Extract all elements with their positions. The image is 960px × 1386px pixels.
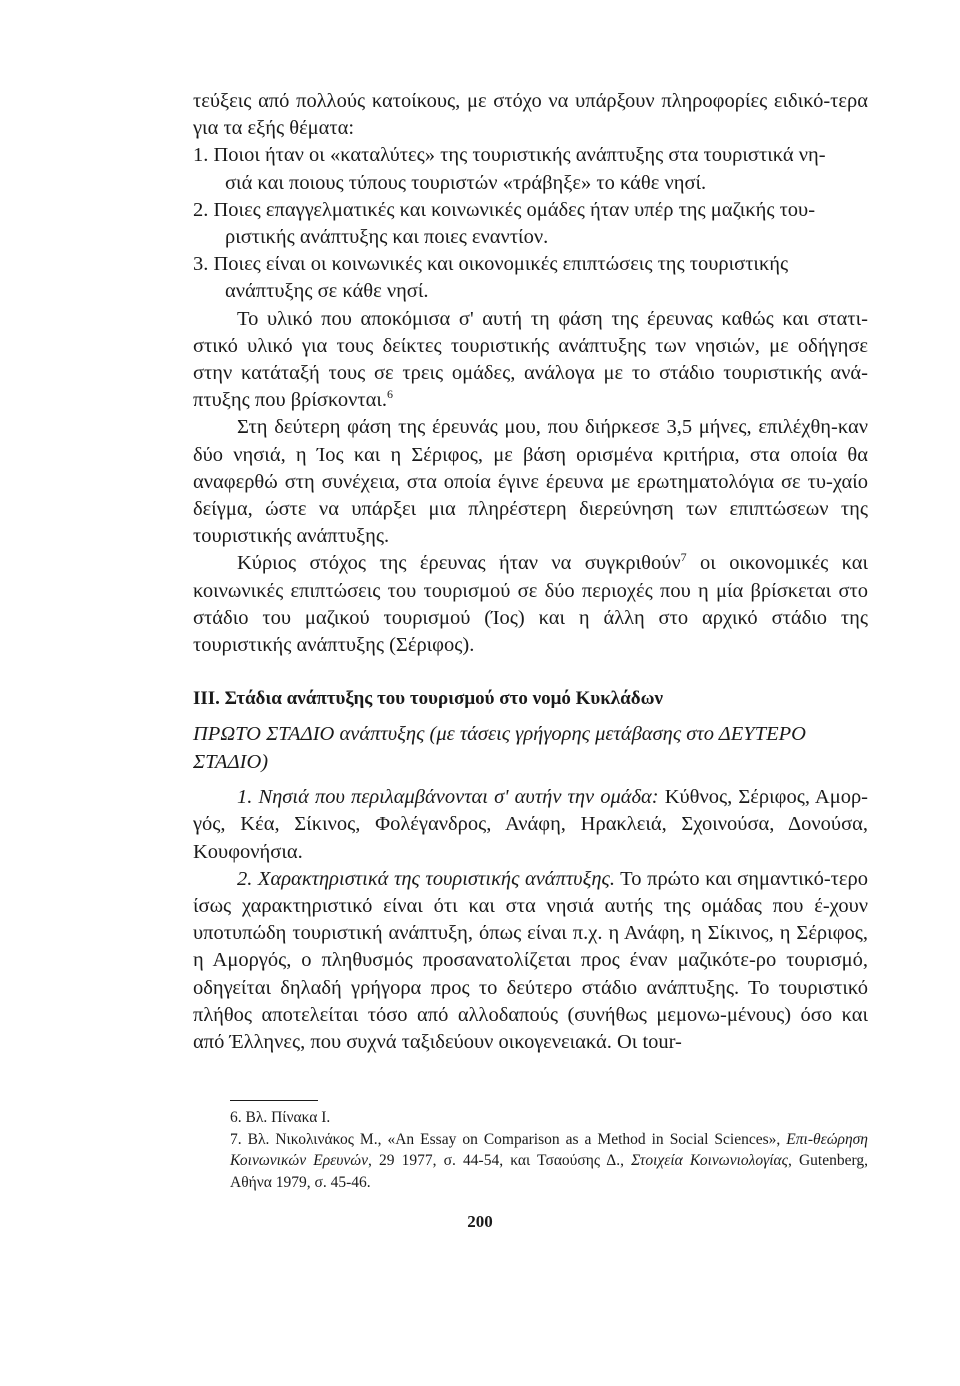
question-3-number: 3. — [193, 253, 209, 276]
stage-title: ΠΡΩΤΟ ΣΤΑΔΙΟ ανάπτυξης (με τάσεις γρήγορης μετάβασης στο ΔΕΥΤΕΡΟ ΣΤΑΔΙΟ) — [193, 723, 806, 774]
question-1-line-2: σιά και ποιους τύπους τουριστών «τράβηξε» το κάθε νησί. — [225, 171, 707, 194]
paragraph-islands — [193, 784, 868, 866]
characteristics-label: 2. Χαρακτηριστικά της τουριστικής ανάπτυξης. — [237, 867, 615, 890]
footnote-ref-6: 6 — [386, 387, 393, 402]
question-1-number: 1. — [193, 144, 209, 167]
footnotes — [230, 1100, 868, 1193]
question-2 — [193, 197, 868, 251]
footnote-7-book: Στοιχεία Κοινωνιολογίας — [631, 1152, 788, 1169]
islands-label: 1. Νησιά που περιλαμβάνονται σ' αυτήν την ομάδα: — [237, 786, 659, 809]
question-2-line-1: Ποιες επαγγελματικές και κοινωνικές ομάδες ήταν υπέρ της μαζικής του- — [213, 198, 816, 221]
footnote-7-part-e: , Gutenberg, Αθήνα 1979, σ. 45-46. — [230, 1152, 868, 1191]
paragraph-second-phase: Στη δεύτερη φάση της έρευνάς μου, που διήρκεσε 3,5 μήνες, επιλέχθη-καν δύο νησιά, η Ίος και η Σέριφος, με βάση ορισμένα κριτήρια, στα οποία θα αναφερθώ στη συνέχεια, στα οποία έγινε έρευνα με ερωτηματολόγια σε τυ-χαίο δείγμα, ώστε να υπάρξει μια πληρέστερη διερεύνηση των επιπτώσεων της τουριστικής ανάπτυξης. — [193, 416, 868, 548]
intro-paragraph: τεύξεις από πολλούς κατοίκους, με στόχο να υπάρξουν πληροφορίες ειδικό-τερα για τα εξής θέματα: — [193, 90, 868, 140]
islands-list: Κύθνος, Σέριφος, Αμορ-γός, Κέα, Σίκινος, Φολέγανδρος, Ανάφη, Ηρακλειά, Σχοινούσα, Δονούσα, Κουφονήσια. — [193, 786, 868, 863]
question-3-line-1: Ποιες είναι οι κοινωνικές και οικονομικές επιπτώσεις της τουριστικής — [213, 253, 789, 276]
paragraph-characteristics — [193, 866, 868, 1056]
footnote-divider — [230, 1100, 318, 1101]
question-1 — [193, 142, 868, 196]
main-text — [193, 88, 868, 1056]
paragraph-material — [193, 306, 868, 415]
page-number: 200 — [467, 1212, 493, 1231]
question-3-line-2: ανάπτυξης σε κάθε νησί. — [225, 280, 429, 303]
question-2-line-2: ριστικής ανάπτυξης και ποιες εναντίον. — [225, 226, 549, 249]
section-heading: ΙΙΙ. Στάδια ανάπτυξης του τουρισμού στο νομό Κυκλάδων — [193, 688, 663, 710]
paragraph-main-goal-start: Κύριος στόχος της έρευνας ήταν να συγκριθούν — [237, 552, 681, 575]
paragraph-material-text: Το υλικό που αποκόμισα σ' αυτή τη φάση της έρευνας καθώς και στατι-στικό υλικό για τους δείκτες τουριστικής ανάπτυξης των νησιών, με οδήγησε στην κατάταξή τους σε τρεις ομάδες, ανάλογα με το στάδιο τουριστικής ανά-πτυξης που βρίσκονται. — [193, 307, 868, 412]
question-3 — [193, 251, 868, 305]
paragraph-main-goal-end: οι οικονομικές και κοινωνικές επιπτώσεις του τουρισμού σε δύο περιοχές που η μία βρίσκεται στο στάδιο του μαζικού τουρισμού (Ίος) και η άλλη στο αρχικό στάδιο της τουριστικής ανάπτυξης (Σέριφος). — [193, 552, 868, 657]
footnote-7-part-a: 7. Βλ. Νικολινάκος Μ., «An Essay on Comparison as a Method in Social Sciences», — [230, 1130, 787, 1148]
footnote-ref-7: 7 — [680, 550, 687, 565]
footnote-7-journal: Επι-θεώρηση Κοινωνικών Ερευνών — [230, 1130, 868, 1169]
question-2-number: 2. — [193, 198, 209, 221]
footnote-6: 6. Βλ. Πίνακα Ι. — [230, 1109, 331, 1126]
footnote-7 — [230, 1129, 868, 1194]
question-1-line-1: Ποιοι ήταν οι «καταλύτες» της τουριστικής ανάπτυξης στα τουριστικά νη- — [213, 144, 826, 167]
characteristics-text: Το πρώτο και σημαντικό-τερο ίσως χαρακτηριστικό είναι ότι και στα νησιά αυτής της ομάδας που έ-χουν υποτυπώδη τουριστική ανάπτυξη, όπως είναι π.χ. η Ανάφη, η Σίκινος, η Σέριφος, η Αμοργός, ο πληθυσμός προσανατολίζεται προς έναν μαζικότε-ρο τουρισμό, οδηγείται δηλαδή γρήγορα προς το δεύτερο στάδιο ανάπτυξης. Το τουριστικό πλήθος αποτελείται τόσο από αλλοδαπούς (συνήθως μεμονω-μένους) όσο και από Έλληνες, που συχνά ταξιδεύουν οικογενειακά. Οι tour- — [193, 867, 868, 1054]
paragraph-main-goal — [193, 550, 868, 659]
footnote-7-part-c: , 29 1977, σ. 44-54, και Τσαούσης Δ., — [367, 1152, 632, 1169]
